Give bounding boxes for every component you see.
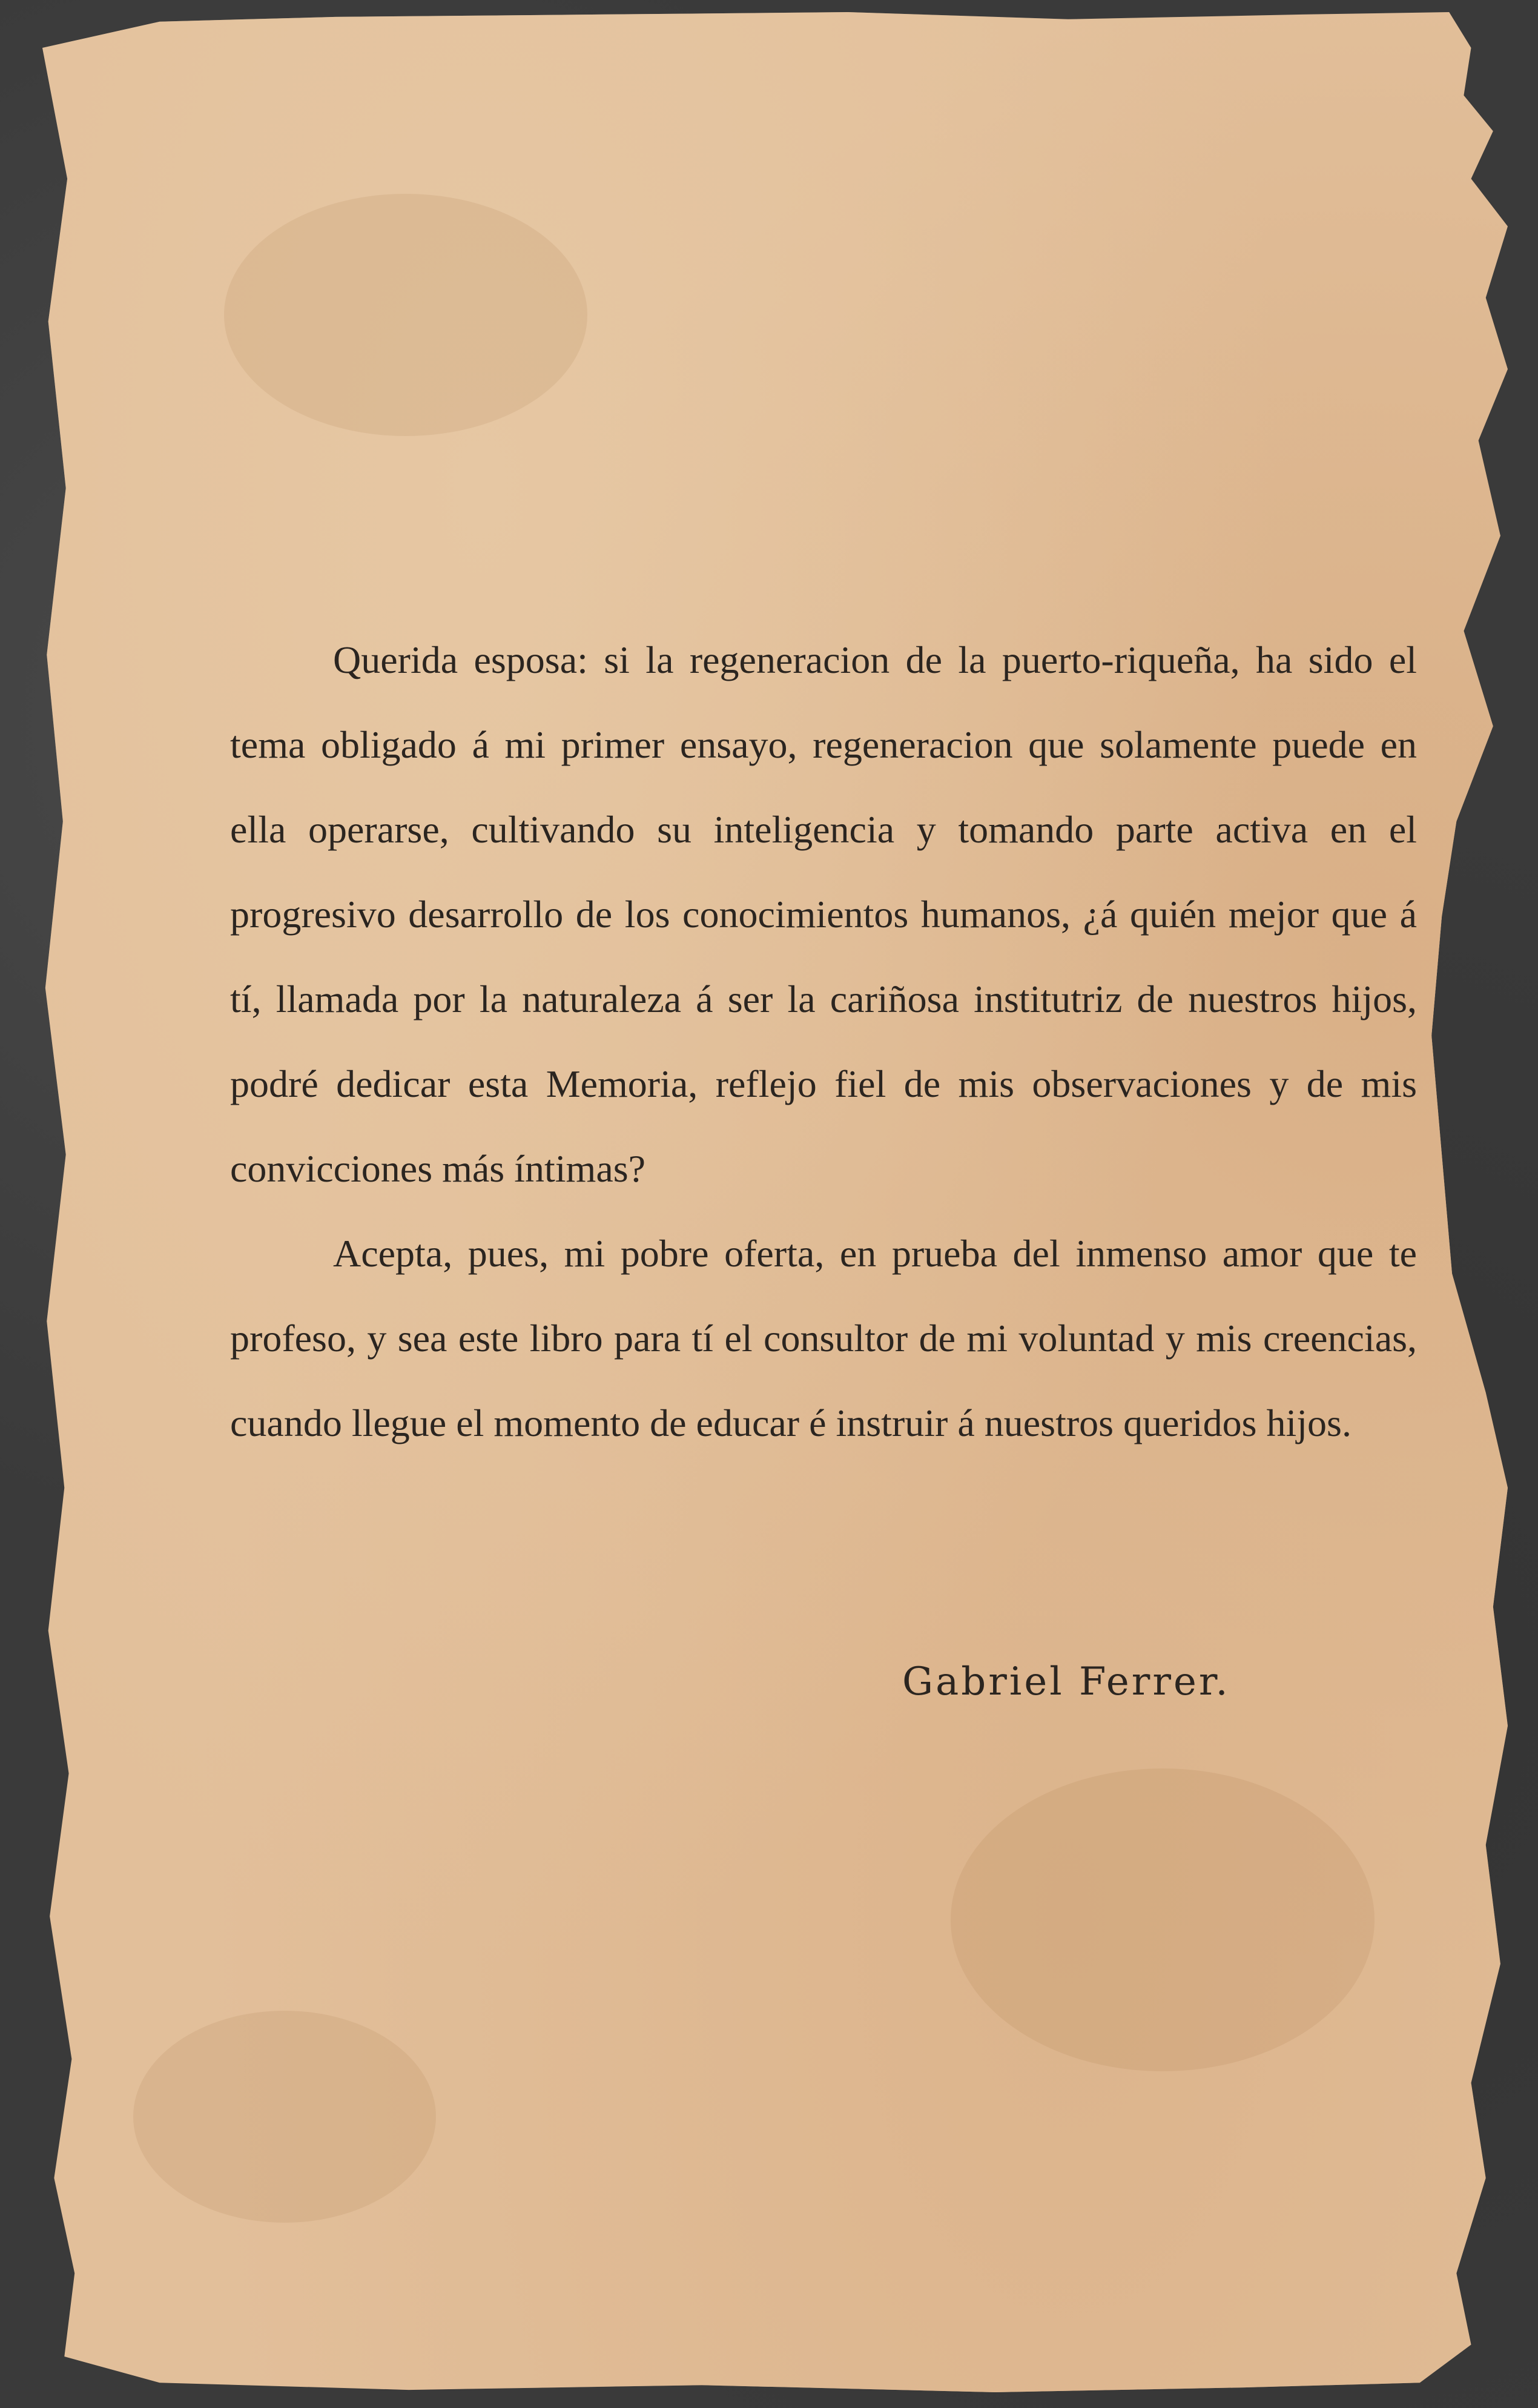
paper-stain [133,2011,436,2223]
paper-stain [951,1768,1375,2071]
paper-stain [224,194,587,436]
dedication-paragraph-2: Acepta, pues, mi pobre oferta, en prueba del inmenso amor que te profeso, y sea este libro para tí el consultor de mi voluntad y mis creencias, cuando llegue el momento de educar é instruir á nuestros queridos hijos. [230,1232,1417,1444]
dedication-paragraph-1: Querida esposa: si la regeneracion de la puerto-riqueña, ha sido el tema obligado á mi primer ensayo, regeneracion que solamente puede en ella operarse, cultivando su inteligencia y tomando parte activa en el progresivo desarrollo de los conocimientos humanos, ¿á quién mejor que á tí, llamada por la naturaleza á ser la cariñosa institutriz de nuestros hijos, podré dedicar esta Memoria, reflejo fiel de mis observaciones y de mis convicciones más íntimas? [230,638,1417,1190]
signature: Gabriel Ferrer. [902,1659,1230,1704]
dedication-text [230,618,1417,1466]
